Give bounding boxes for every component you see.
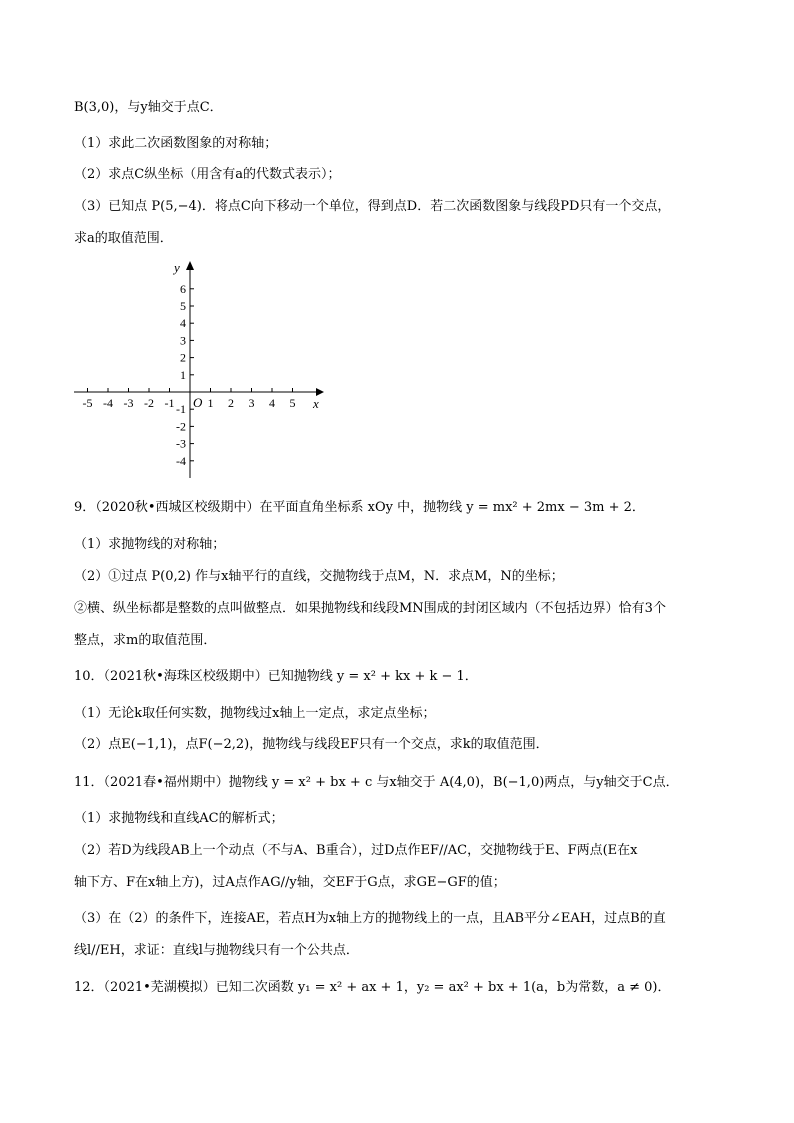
y-tick-group bbox=[176, 282, 194, 468]
problem-8-part-2: （2）求点C纵坐标（用含有a的代数式表示）； bbox=[74, 167, 341, 182]
x-tick-label: -3 bbox=[123, 396, 134, 410]
y-axis-arrow bbox=[186, 261, 194, 270]
y-tick-label: 3 bbox=[180, 333, 186, 348]
y-tick-label: -2 bbox=[176, 419, 186, 434]
x-tick-label: 1 bbox=[207, 396, 214, 410]
problem-8-part-3: （3）已知点 P(5,−4)．将点C向下移动一个单位，得到点D．若二次函数图象与线段PD只有一个交点， bbox=[74, 199, 671, 214]
problem-10-part-1: （1）无论k取任何实数，抛物线过x轴上一定点，求定点坐标； bbox=[74, 706, 436, 721]
problem-9-stem: 9．（2020秋•西城区校级期中）在平面直角坐标系 xOy 中，抛物线 y = mx² + 2mx − 3m + 2． bbox=[74, 500, 645, 515]
x-tick-label: -1 bbox=[164, 396, 175, 410]
x-tick-label: 2 bbox=[228, 396, 234, 410]
y-tick-label: -4 bbox=[176, 453, 186, 468]
problem-11-stem: 11．（2021春•福州期中）抛物线 y = x² + bx + c 与x轴交于 A(4,0)，B(−1,0)两点，与y轴交于C点． bbox=[74, 775, 679, 790]
problem-8-part-3-cont: 求a的取值范围． bbox=[74, 231, 173, 246]
problem-9-part-2b-cont: 整点，求m的取值范围． bbox=[74, 633, 217, 648]
problem-9-part-2b: ②横、纵坐标都是整数的点叫做整点．如果抛物线和线段MN围成的封闭区域内（不包括边界）恰有3个 bbox=[74, 601, 666, 616]
x-tick-label: 5 bbox=[289, 396, 296, 410]
problem-12-stem: 12．（2021•芜湖模拟）已知二次函数 y₁ = x² + ax + 1，y₂ = ax² + bx + 1(a，b为常数，a ≠ 0)． bbox=[74, 980, 671, 995]
origin-label: O bbox=[193, 395, 203, 410]
problem-11-part-2-cont: 轴下方、F在x轴上方)，过A点作AG//y轴，交EF于G点，求GE−GF的值； bbox=[74, 875, 506, 890]
x-axis-arrow bbox=[316, 388, 324, 396]
x-tick-label: 4 bbox=[269, 396, 275, 410]
problem-10-stem: 10．（2021秋•海珠区校级期中）已知抛物线 y = x² + kx + k − 1． bbox=[74, 669, 478, 684]
problem-9-part-2: （2）①过点 P(0,2) 作与x轴平行的直线，交抛物线于点M，N．求点M，N的坐标； bbox=[74, 569, 564, 584]
problem-8-continued-line: B(3,0)，与y轴交于点C． bbox=[74, 100, 223, 115]
y-tick-label: 1 bbox=[180, 367, 186, 382]
y-tick-label: -1 bbox=[176, 402, 186, 417]
coordinate-axes bbox=[70, 258, 340, 480]
x-tick-label: -5 bbox=[82, 396, 93, 410]
y-tick-label: 5 bbox=[180, 299, 186, 313]
problem-10-part-2: （2）点E(−1,1)，点F(−2,2)，抛物线与线段EF只有一个交点，求k的取值范围． bbox=[74, 737, 549, 752]
problem-9-part-1: （1）求抛物线的对称轴； bbox=[74, 537, 226, 552]
problem-11-part-3: （3）在（2）的条件下，连接AE，若点H为x轴上方的抛物线上的一点，且AB平分∠EAH，过点B的直 bbox=[74, 911, 666, 926]
x-axis-label: x bbox=[313, 396, 319, 411]
x-tick-label: -4 bbox=[103, 396, 113, 410]
y-tick-label: -3 bbox=[176, 436, 186, 451]
y-tick-label: 4 bbox=[180, 316, 186, 331]
problem-11-part-1: （1）求抛物线和直线AC的解析式； bbox=[74, 811, 284, 826]
x-tick-group bbox=[83, 388, 296, 410]
x-tick-label: 3 bbox=[248, 396, 255, 410]
y-axis-label: y bbox=[174, 260, 180, 275]
y-tick-label: 2 bbox=[180, 350, 186, 365]
y-tick-label: 6 bbox=[180, 281, 186, 296]
problem-8-part-1: （1）求此二次函数图象的对称轴； bbox=[74, 136, 278, 151]
x-tick-label: -2 bbox=[144, 396, 154, 410]
problem-11-part-2: （2）若D为线段AB上一个动点（不与A、B重合），过D点作EF//AC，交抛物线于E、F两点(E在x bbox=[74, 843, 638, 858]
problem-11-part-3-cont: 线l//EH，求证：直线l与抛物线只有一个公共点． bbox=[74, 943, 359, 958]
